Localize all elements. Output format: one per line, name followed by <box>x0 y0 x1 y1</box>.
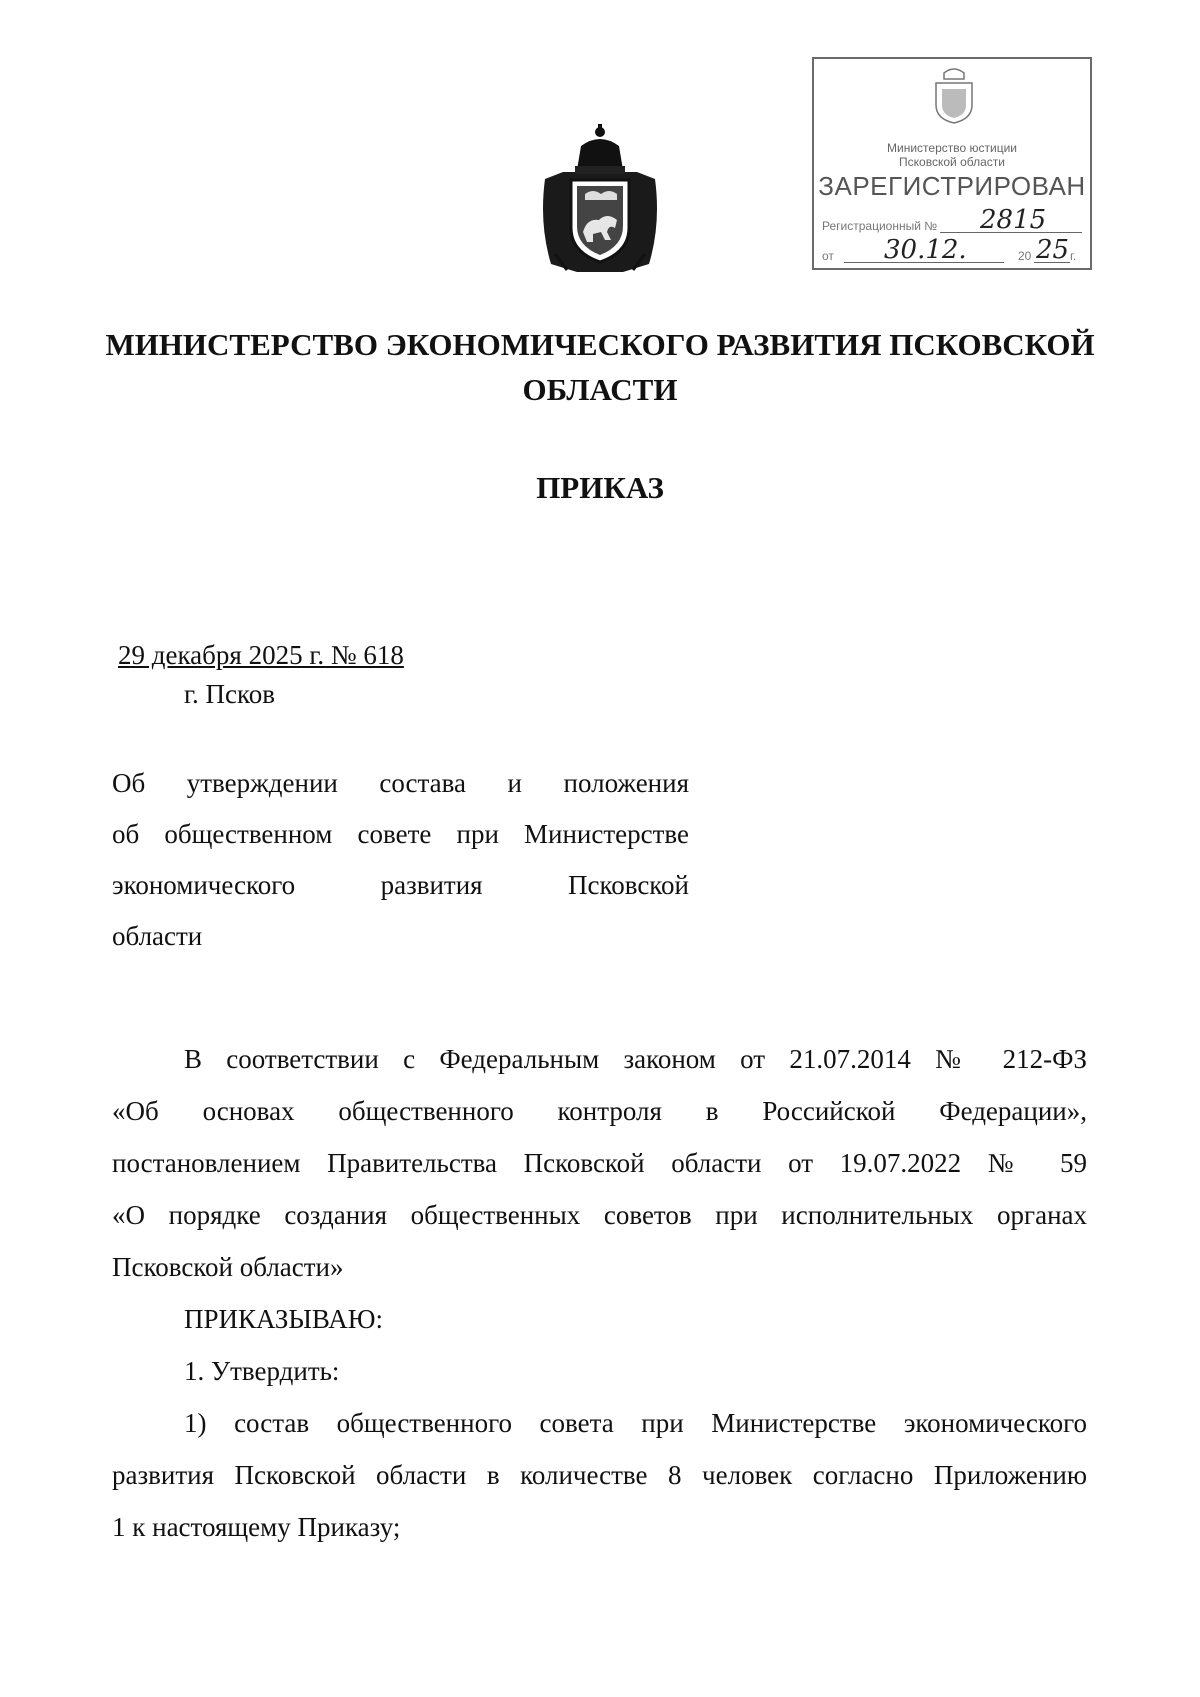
stamp-date-label: от <box>822 249 834 263</box>
stamp-status: ЗАРЕГИСТРИРОВАН <box>818 171 1086 201</box>
preamble-line: «О порядке создания общественных советов при исполнительных органах <box>112 1200 1087 1230</box>
order-date-number: 29 декабря 2025 г. № 618 <box>118 640 404 670</box>
document-type: ПРИКАЗ <box>536 470 664 505</box>
coat-of-arms-icon <box>537 124 663 274</box>
item-1: 1. Утвердить: <box>184 1356 340 1386</box>
stamp-year-suffix: 25 <box>1036 235 1070 265</box>
order-subject <box>112 758 689 962</box>
preamble-line: постановлением Правительства Псковской области от 19.07.2022 № 59 <box>112 1148 1087 1178</box>
stamp-reg-label: Регистрационный № <box>822 219 938 233</box>
registration-stamp <box>812 57 1092 270</box>
stamp-reg-number: 2815 <box>980 205 1047 235</box>
order-body <box>112 1033 1087 1553</box>
item-1-1-line: 1) состав общественного совета при Министерстве экономического <box>184 1408 1087 1438</box>
stamp-org-line1: Министерство юстиции <box>887 141 1017 155</box>
stamp-year-end: г. <box>1070 249 1077 263</box>
ministry-title-line2: ОБЛАСТИ <box>522 372 678 407</box>
stamp-date-row <box>822 235 1082 269</box>
subject-line: экономического развития Псковской <box>112 870 689 900</box>
subject-line: Об утверждении состава и положения <box>112 768 689 798</box>
item-1-1-line: развития Псковской области в количестве 8 человек согласно Приложению <box>112 1460 1087 1490</box>
order-city: г. Псков <box>184 679 276 709</box>
subject-line: об общественном совете при Министерстве <box>112 819 689 849</box>
stamp-org-line2: Псковской области <box>899 155 1005 169</box>
preamble-line: Псковской области» <box>112 1252 344 1282</box>
stamp-emblem-icon <box>932 65 976 125</box>
stamp-year-prefix: 20 <box>1018 249 1032 263</box>
subject-line: области <box>112 921 203 951</box>
preamble-line: «Об основах общественного контроля в Российской Федерации», <box>112 1096 1087 1126</box>
ministry-title <box>100 322 1100 412</box>
item-1-1-line: 1 к настоящему Приказу; <box>112 1512 401 1542</box>
preamble-line: В соответствии с Федеральным законом от 21.07.2014 № 212-ФЗ <box>184 1044 1087 1074</box>
stamp-date-value: 30.12. <box>884 235 967 265</box>
order-word: ПРИКАЗЫВАЮ: <box>184 1304 383 1334</box>
ministry-title-line1: МИНИСТЕРСТВО ЭКОНОМИЧЕСКОГО РАЗВИТИЯ ПСКОВСКОЙ <box>105 327 1095 362</box>
